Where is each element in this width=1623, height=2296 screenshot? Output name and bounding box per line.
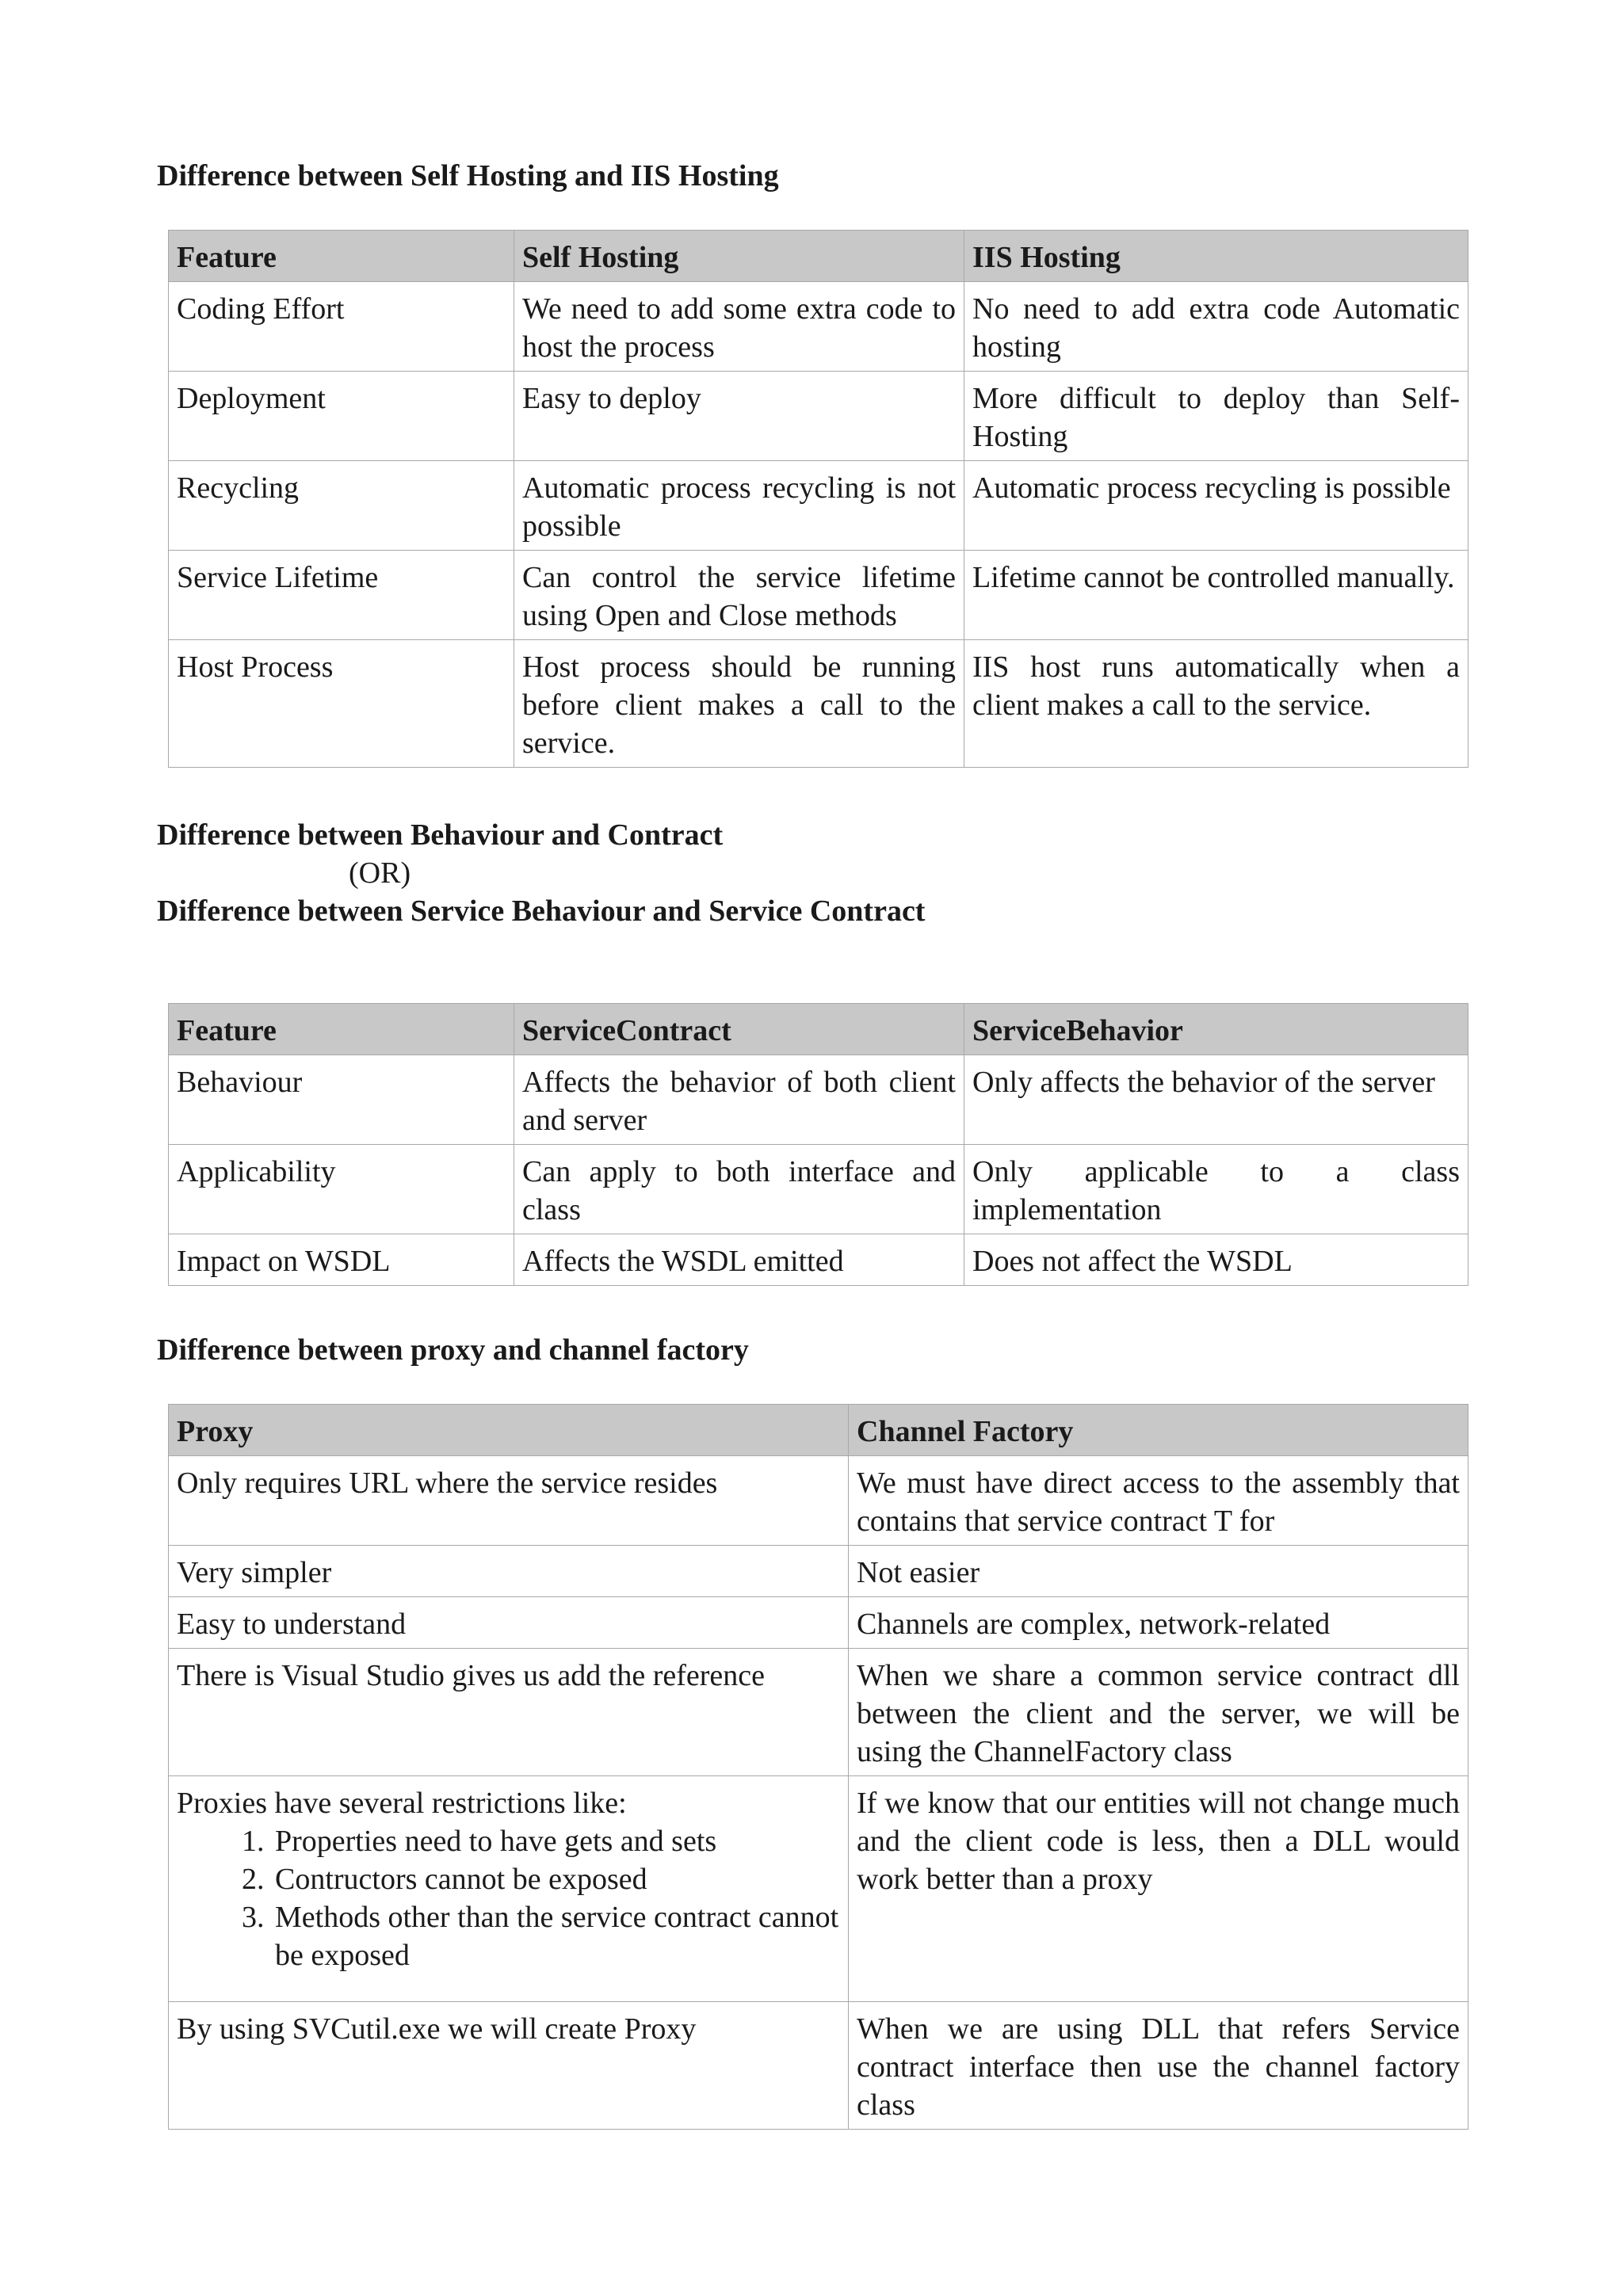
table-row: [169, 640, 1468, 768]
row-proxy: There is Visual Studio gives us add the reference: [169, 1649, 849, 1776]
table-row: [169, 1649, 1468, 1776]
row-proxy-restrictions: [169, 1776, 849, 2002]
row-channel-factory: When we are using DLL that refers Service contract interface then use the channel factory class: [849, 2002, 1468, 2130]
row-self-hosting: We need to add some extra code to host the process: [514, 282, 964, 372]
row-service-contract: Can apply to both interface and class: [514, 1145, 964, 1234]
row-proxy: Easy to understand: [169, 1597, 849, 1649]
row-service-behavior: Only applicable to a class implementation: [964, 1145, 1468, 1234]
row-iis-hosting: No need to add extra code Automatic hosting: [964, 282, 1468, 372]
row-proxy: Only requires URL where the service resides: [169, 1456, 849, 1546]
restrictions-list: [177, 1822, 840, 1974]
row-proxy: By using SVCutil.exe we will create Proxy: [169, 2002, 849, 2130]
restrictions-intro: Proxies have several restrictions like:: [177, 1787, 627, 1820]
row-service-contract: Affects the behavior of both client and server: [514, 1055, 964, 1145]
row-channel-factory: We must have direct access to the assembly that contains that service contract T for: [849, 1456, 1468, 1546]
proxy-vs-channel-factory-table: [168, 1404, 1468, 2130]
table-row: [169, 461, 1468, 551]
header-feature: Feature: [169, 231, 514, 282]
section2-title: Difference between Behaviour and Contract: [157, 818, 724, 852]
row-self-hosting: Easy to deploy: [514, 372, 964, 461]
section3-title: Difference between proxy and channel factory: [157, 1333, 749, 1367]
table-header-row: [169, 231, 1468, 282]
section2-subtitle: Difference between Service Behaviour and Service Contract: [157, 894, 926, 928]
row-iis-hosting: Lifetime cannot be controlled manually.: [964, 551, 1468, 640]
header-self-hosting: Self Hosting: [514, 231, 964, 282]
row-channel-factory: Not easier: [849, 1546, 1468, 1597]
table-row: [169, 1776, 1468, 2002]
table-row: [169, 1456, 1468, 1546]
table-header-row: [169, 1004, 1468, 1055]
header-channel-factory: Channel Factory: [849, 1405, 1468, 1456]
row-feature: Impact on WSDL: [169, 1234, 514, 1286]
row-feature: Coding Effort: [169, 282, 514, 372]
table-row: [169, 1597, 1468, 1649]
row-self-hosting: Can control the service lifetime using Open and Close methods: [514, 551, 964, 640]
row-iis-hosting: IIS host runs automatically when a client makes a call to the service.: [964, 640, 1468, 768]
row-service-behavior: Only affects the behavior of the server: [964, 1055, 1468, 1145]
row-feature: Service Lifetime: [169, 551, 514, 640]
table-row: [169, 1145, 1468, 1234]
row-self-hosting: Host process should be running before client makes a call to the service.: [514, 640, 964, 768]
header-feature: Feature: [169, 1004, 514, 1055]
table-row: [169, 1055, 1468, 1145]
row-feature: Applicability: [169, 1145, 514, 1234]
header-iis-hosting: IIS Hosting: [964, 231, 1468, 282]
row-service-contract: Affects the WSDL emitted: [514, 1234, 964, 1286]
header-service-behavior: ServiceBehavior: [964, 1004, 1468, 1055]
table-row: [169, 1546, 1468, 1597]
header-proxy: Proxy: [169, 1405, 849, 1456]
row-service-behavior: Does not affect the WSDL: [964, 1234, 1468, 1286]
row-feature: Recycling: [169, 461, 514, 551]
list-item: 1. Properties need to have gets and sets: [272, 1822, 840, 1860]
row-proxy: Very simpler: [169, 1546, 849, 1597]
header-service-contract: ServiceContract: [514, 1004, 964, 1055]
or-separator: (OR): [349, 856, 411, 890]
list-item: 3. Methods other than the service contract cannot be exposed: [272, 1898, 840, 1974]
contract-vs-behavior-table: [168, 1003, 1468, 1286]
section1-title: Difference between Self Hosting and IIS Hosting: [157, 159, 779, 193]
table-header-row: [169, 1405, 1468, 1456]
table-row: [169, 2002, 1468, 2130]
table-row: [169, 282, 1468, 372]
row-self-hosting: Automatic process recycling is not possible: [514, 461, 964, 551]
row-feature: Deployment: [169, 372, 514, 461]
row-channel-factory: When we share a common service contract dll between the client and the server, we will be using the ChannelFactory class: [849, 1649, 1468, 1776]
table-row: [169, 1234, 1468, 1286]
self-vs-iis-table: [168, 230, 1468, 768]
row-channel-factory: If we know that our entities will not change much and the client code is less, then a DLL would work better than a proxy: [849, 1776, 1468, 2002]
table-row: [169, 551, 1468, 640]
row-channel-factory: Channels are complex, network-related: [849, 1597, 1468, 1649]
row-feature: Behaviour: [169, 1055, 514, 1145]
row-iis-hosting: Automatic process recycling is possible: [964, 461, 1468, 551]
list-item: 2. Contructors cannot be exposed: [272, 1860, 840, 1898]
table-row: [169, 372, 1468, 461]
row-iis-hosting: More difficult to deploy than Self-Hosting: [964, 372, 1468, 461]
row-feature: Host Process: [169, 640, 514, 768]
